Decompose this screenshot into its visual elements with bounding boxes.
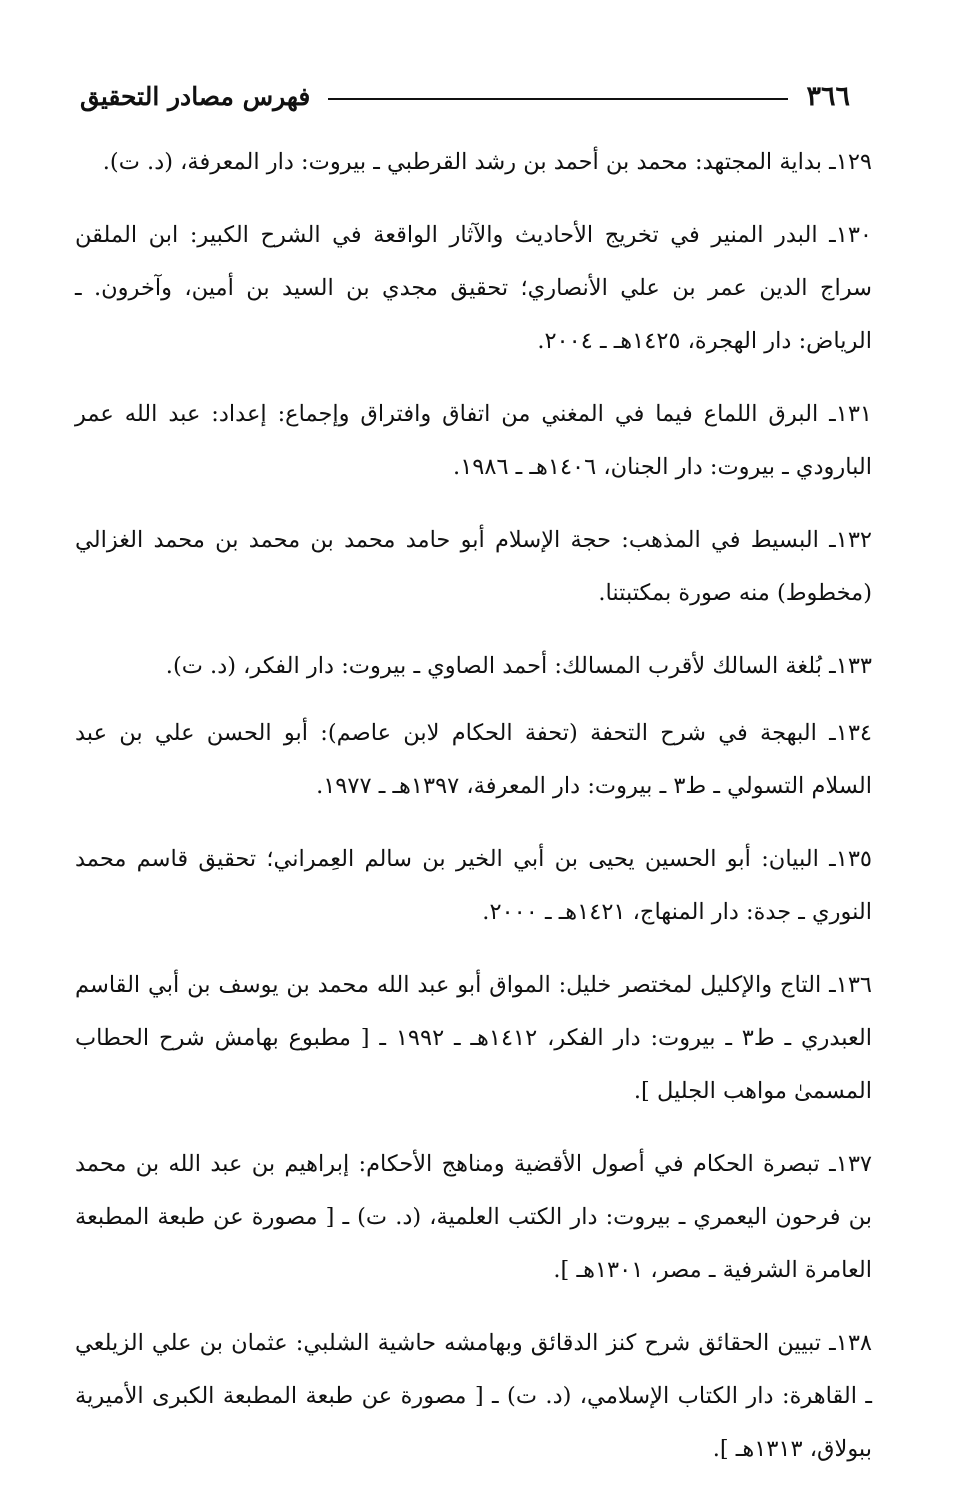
bibliography-entry-134: ١٣٤ـ البهجة في شرح التحفة (تحفة الحكام لابن عاصم): أبو الحسن علي بن عبد السلام التسولي ـ ط٣ ـ بيروت: دار المعرفة، ١٣٩٧هـ ـ ١٩٧٧.	[75, 720, 872, 799]
bibliography-entry-130: ١٣٠ـ البدر المنير في تخريج الأحاديث والآثار الواقعة في الشرح الكبير: ابن الملقن سراج الدين عمر بن علي الأنصاري؛ تحقيق مجدي بن السيد بن أمين، وآخرون. ـ الرياض: دار الهجرة، ١٤٢٥هـ ـ ٢٠٠٤.	[75, 222, 872, 354]
bibliography-entry-132: ١٣٢ـ البسيط في المذهب: حجة الإسلام أبو حامد محمد بن محمد بن محمد الغزالي (مخطوط) منه صورة بمكتبتنا.	[75, 527, 872, 606]
bibliography-list	[75, 136, 872, 1496]
bibliography-entry-136: ١٣٦ـ التاج والإكليل لمختصر خليل: المواق أبو عبد الله محمد بن يوسف بن أبي القاسم العبدري ـ ط٣ ـ بيروت: دار الفكر، ١٤١٢هـ ـ ١٩٩٢ ـ [ مطبوع بهامش شرح الحطاب المسمىٰ مواهب الجليل ].	[75, 972, 872, 1104]
header-rule	[328, 98, 788, 100]
bibliography-entry-129: ١٢٩ـ بداية المجتهد: محمد بن أحمد بن رشد القرطبي ـ بيروت: دار المعرفة، (د. ت).	[102, 149, 872, 175]
bibliography-entry-133: ١٣٣ـ بُلغة السالك لأقرب المسالك: أحمد الصاوي ـ بيروت: دار الفكر، (د. ت).	[165, 653, 872, 679]
bibliography-entry-131: ١٣١ـ البرق اللماع فيما في المغني من اتفاق وافتراق وإجماع: إعداد: عبد الله عمر البارودي ـ بيروت: دار الجنان، ١٤٠٦هـ ـ ١٩٨٦.	[75, 401, 872, 480]
page-number: ٣٦٦	[806, 80, 850, 112]
bibliography-entry-138: ١٣٨ـ تبيين الحقائق شرح كنز الدقائق وبهامشه حاشية الشلبي: عثمان بن علي الزيلعي ـ القاهرة: دار الكتاب الإسلامي، (د. ت) ـ [ مصورة عن طبعة المطبعة الكبرى الأميرية ببولاق، ١٣١٣هـ ].	[75, 1330, 872, 1462]
bibliography-entry-137: ١٣٧ـ تبصرة الحكام في أصول الأقضية ومناهج الأحكام: إبراهيم بن عبد الله بن محمد بن فرحون اليعمري ـ بيروت: دار الكتب العلمية، (د. ت) ـ [ مصورة عن طبعة المطبعة العامرة الشرفية ـ مصر، ١٣٠١هـ ].	[75, 1151, 872, 1283]
bibliography-entry-135: ١٣٥ـ البيان: أبو الحسين يحيى بن أبي الخير بن سالم العِمراني؛ تحقيق قاسم محمد النوري ـ جدة: دار المنهاج، ١٤٢١هـ ـ ٢٠٠٠.	[75, 846, 872, 925]
page-header	[80, 76, 850, 116]
running-title: فهرس مصادر التحقيق	[80, 81, 311, 111]
